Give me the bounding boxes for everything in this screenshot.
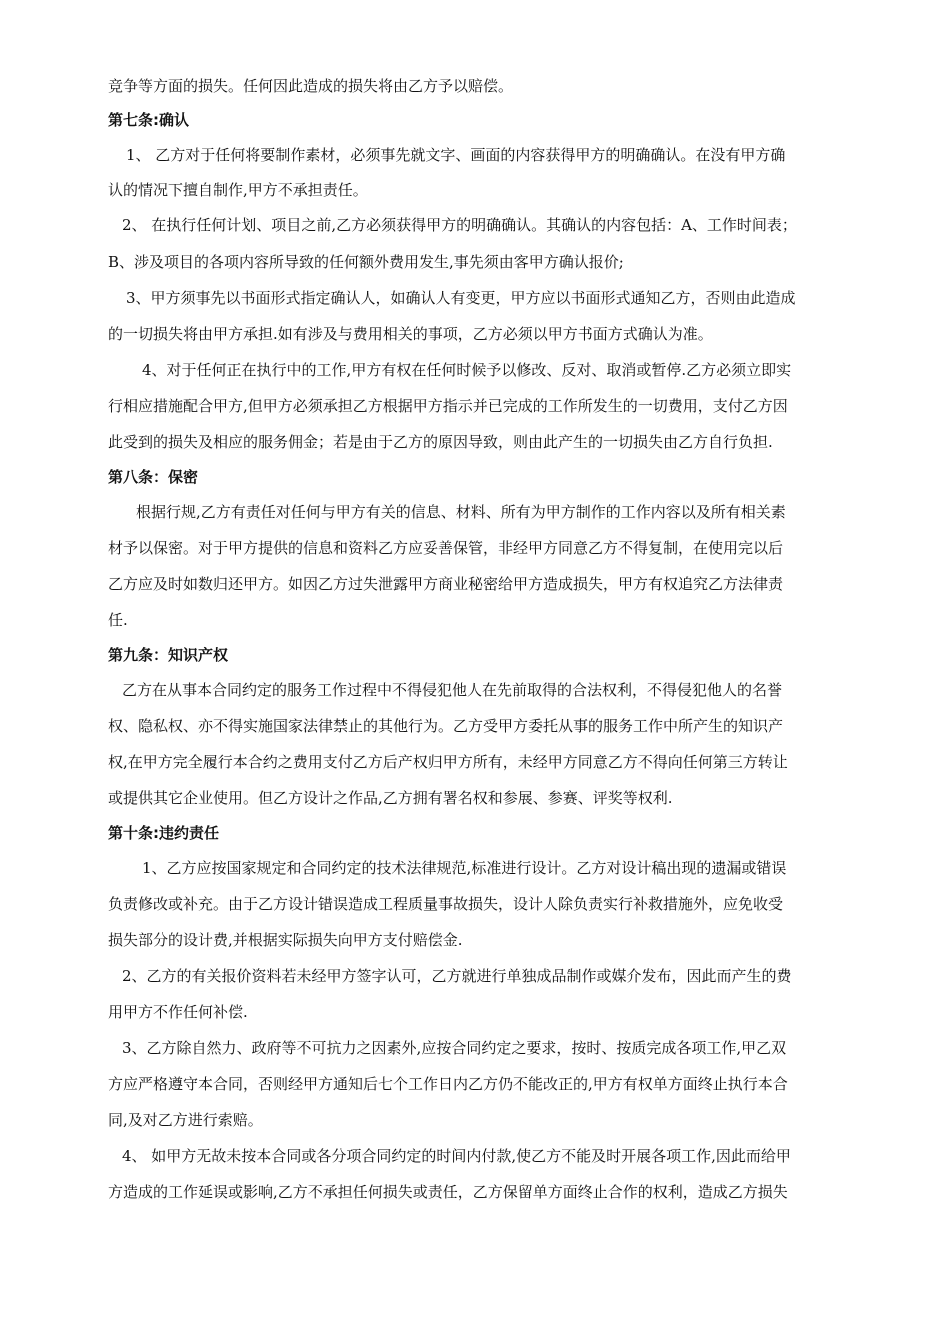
paragraph-line: 竞争等方面的损失。任何因此造成的损失将由乙方予以赔偿。 [108,77,514,95]
paragraph-line: 或提供其它企业使用。但乙方设计之作品,乙方拥有署名权和参展、参赛、评奖等权利. [108,789,673,807]
paragraph-line: 的一切损失将由甲方承担.如有涉及与费用相关的事项，乙方必须以甲方书面方式确认为准。 [108,325,713,343]
paragraph-line: 乙方在从事本合同约定的服务工作过程中不得侵犯他人在先前取得的合法权利，不得侵犯他人的名誉 [122,681,783,699]
paragraph-line: 2、乙方的有关报价资料若未经甲方签字认可，乙方就进行单独成品制作或媒介发布，因此而产生的费 [122,967,792,985]
section-heading-7: 第七条:确认 [108,111,189,129]
paragraph-line: 损失部分的设计费,并根据实际损失向甲方支付赔偿金. [108,931,463,949]
paragraph-line: 此受到的损失及相应的服务佣金；若是由于乙方的原因导致，则由此产生的一切损失由乙方自行负担. [108,433,773,451]
paragraph-line: 4、对于任何正在执行中的工作,甲方有权在任何时候予以修改、反对、取消或暂停.乙方必须立即实 [142,361,792,379]
paragraph-line: 权,在甲方完全履行本合约之费用支付乙方后产权归甲方所有，未经甲方同意乙方不得向任何第三方转让 [108,753,788,771]
paragraph-line: 用甲方不作任何补偿. [108,1003,248,1021]
paragraph-line: 权、隐私权、亦不得实施国家法律禁止的其他行为。乙方受甲方委托从事的服务工作中所产生的知识产 [108,717,784,735]
section-heading-8: 第八条：保密 [108,468,199,486]
paragraph-line: 同,及对乙方进行索赔。 [108,1111,263,1129]
paragraph-line: 根据行规,乙方有责任对任何与甲方有关的信息、材料、所有为甲方制作的工作内容以及所有相关素 [136,503,786,521]
paragraph-line: 乙方应及时如数归还甲方。如因乙方过失泄露甲方商业秘密给甲方造成损失，甲方有权追究乙方法律责 [108,575,784,593]
paragraph-line: B、涉及项目的各项内容所导致的任何额外费用发生,事先须由客甲方确认报价; [108,253,624,271]
section-heading-9: 第九条：知识产权 [108,646,229,664]
paragraph-line: 3、乙方除自然力、政府等不可抗力之因素外,应按合同约定之要求，按时、按质完成各项工作,甲乙双 [122,1039,787,1057]
paragraph-line: 认的情况下擅自制作,甲方不承担责任。 [108,181,368,199]
paragraph-line: 1、 乙方对于任何将要制作素材，必须事先就文字、画面的内容获得甲方的明确确认。在没有甲方确 [126,146,786,164]
paragraph-line: 行相应措施配合甲方,但甲方必须承担乙方根据甲方指示并已完成的工作所发生的一切费用，支付乙方因 [108,397,788,415]
paragraph-line: 任. [108,611,128,629]
paragraph-line: 材予以保密。对于甲方提供的信息和资料乙方应妥善保管，非经甲方同意乙方不得复制，在使用完以后 [108,539,784,557]
paragraph-line: 3、甲方须事先以书面形式指定确认人，如确认人有变更，甲方应以书面形式通知乙方，否则由此造成 [126,289,796,307]
paragraph-line: 2、 在执行任何计划、项目之前,乙方必须获得甲方的明确确认。其确认的内容包括：A、工作时间表； [122,216,797,234]
paragraph-line: 负责修改或补充。由于乙方设计错误造成工程质量事故损失，设计人除负责实行补救措施外，应免收受 [108,895,784,913]
paragraph-line: 方造成的工作延误或影响,乙方不承担任何损失或责任，乙方保留单方面终止合作的权利，造成乙方损失 [108,1183,788,1201]
paragraph-line: 4、 如甲方无故未按本合同或各分项合同约定的时间内付款,使乙方不能及时开展各项工作,因此而给甲 [122,1147,791,1165]
paragraph-line: 1、乙方应按国家规定和合同约定的技术法律规范,标准进行设计。乙方对设计稿出现的遗漏或错误 [142,859,787,877]
paragraph-line: 方应严格遵守本合同，否则经甲方通知后七个工作日内乙方仍不能改正的,甲方有权单方面终止执行本合 [108,1075,788,1093]
section-heading-10: 第十条:违约责任 [108,824,219,842]
